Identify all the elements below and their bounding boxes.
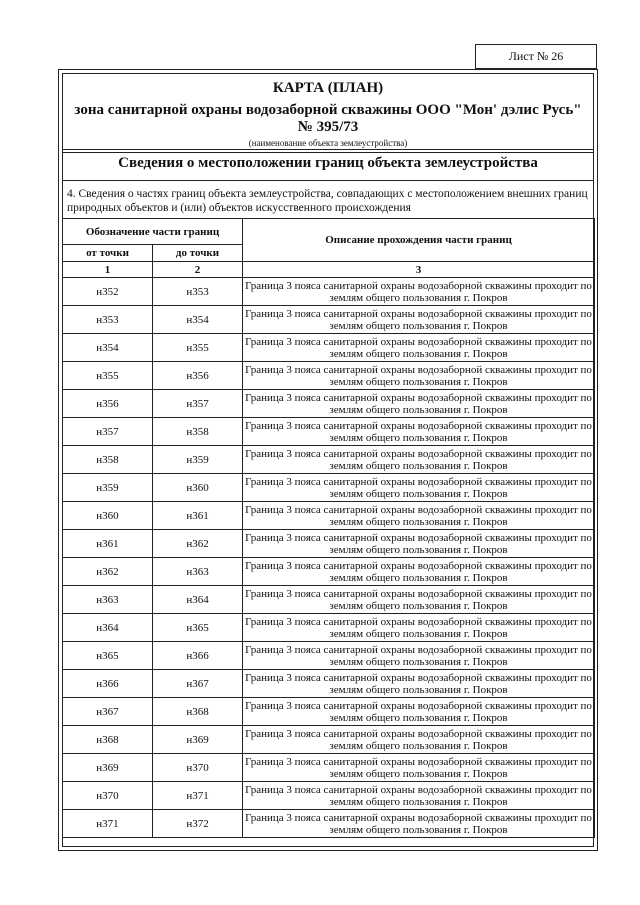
- table-row: [63, 306, 595, 334]
- point-from: н360: [63, 502, 153, 530]
- boundary-description: Граница 3 пояса санитарной охраны водозаборной скважины проходит по землям общего пользования г. Покров: [243, 698, 595, 726]
- point-to: н366: [153, 642, 243, 670]
- boundary-description: Граница 3 пояса санитарной охраны водозаборной скважины проходит по землям общего пользования г. Покров: [243, 334, 595, 362]
- table-row: [63, 698, 595, 726]
- point-from: н359: [63, 474, 153, 502]
- table-row: [63, 558, 595, 586]
- table-row: [63, 530, 595, 558]
- header-from: от точки: [63, 245, 153, 262]
- column-number: 3: [243, 262, 595, 278]
- point-from: н352: [63, 278, 153, 306]
- boundary-description: Граница 3 пояса санитарной охраны водозаборной скважины проходит по землям общего пользования г. Покров: [243, 502, 595, 530]
- point-from: н357: [63, 418, 153, 446]
- table-row: [63, 446, 595, 474]
- point-from: н353: [63, 306, 153, 334]
- table-row: [63, 390, 595, 418]
- point-to: н364: [153, 586, 243, 614]
- point-to: н368: [153, 698, 243, 726]
- boundary-description: Граница 3 пояса санитарной охраны водозаборной скважины проходит по землям общего пользования г. Покров: [243, 586, 595, 614]
- boundary-description: Граница 3 пояса санитарной охраны водозаборной скважины проходит по землям общего пользования г. Покров: [243, 670, 595, 698]
- point-to: н355: [153, 334, 243, 362]
- point-from: н354: [63, 334, 153, 362]
- point-to: н365: [153, 614, 243, 642]
- boundary-description: Граница 3 пояса санитарной охраны водозаборной скважины проходит по землям общего пользования г. Покров: [243, 810, 595, 838]
- document-inner-frame: [62, 73, 594, 847]
- boundary-description: Граница 3 пояса санитарной охраны водозаборной скважины проходит по землям общего пользования г. Покров: [243, 306, 595, 334]
- point-to: н359: [153, 446, 243, 474]
- point-to: н357: [153, 390, 243, 418]
- table-row: [63, 810, 595, 838]
- boundary-table: [62, 218, 595, 838]
- object-name: зона санитарной охраны водозаборной скважины ООО "Мон' дэлис Русь" № 395/73: [74, 102, 582, 135]
- divider: [63, 149, 593, 150]
- point-to: н363: [153, 558, 243, 586]
- point-to: н369: [153, 726, 243, 754]
- section-note: 4. Сведения о частях границ объекта землеустройства, совпадающих с местоположением внешних границ природных объектов и (или) объектов искусственного происхождения: [67, 188, 588, 214]
- boundary-description: Граница 3 пояса санитарной охраны водозаборной скважины проходит по землям общего пользования г. Покров: [243, 390, 595, 418]
- header-group: Обозначение части границ: [63, 219, 243, 245]
- boundary-description: Граница 3 пояса санитарной охраны водозаборной скважины проходит по землям общего пользования г. Покров: [243, 754, 595, 782]
- point-from: н362: [63, 558, 153, 586]
- point-from: н369: [63, 754, 153, 782]
- table-row: [63, 334, 595, 362]
- boundary-description: Граница 3 пояса санитарной охраны водозаборной скважины проходит по землям общего пользования г. Покров: [243, 418, 595, 446]
- point-from: н356: [63, 390, 153, 418]
- table-row: [63, 670, 595, 698]
- point-to: н370: [153, 754, 243, 782]
- divider: [63, 152, 593, 153]
- point-from: н368: [63, 726, 153, 754]
- point-from: н366: [63, 670, 153, 698]
- boundary-description: Граница 3 пояса санитарной охраны водозаборной скважины проходит по землям общего пользования г. Покров: [243, 614, 595, 642]
- boundary-description: Граница 3 пояса санитарной охраны водозаборной скважины проходит по землям общего пользования г. Покров: [243, 474, 595, 502]
- point-to: н358: [153, 418, 243, 446]
- point-to: н372: [153, 810, 243, 838]
- document-title: КАРТА (ПЛАН): [272, 80, 384, 96]
- boundary-description: Граница 3 пояса санитарной охраны водозаборной скважины проходит по землям общего пользования г. Покров: [243, 642, 595, 670]
- table-row: [63, 586, 595, 614]
- object-caption: (наименование объекта землеустройства): [248, 138, 408, 148]
- table-row: [63, 614, 595, 642]
- column-number: 1: [63, 262, 153, 278]
- table-row: [63, 642, 595, 670]
- table-row: [63, 278, 595, 306]
- section-title: Сведения о местоположении границ объекта землеустройства: [118, 155, 538, 171]
- point-from: н355: [63, 362, 153, 390]
- table-row: [63, 726, 595, 754]
- column-number: 2: [153, 262, 243, 278]
- divider: [63, 180, 593, 181]
- point-from: н358: [63, 446, 153, 474]
- point-to: н360: [153, 474, 243, 502]
- boundary-description: Граница 3 пояса санитарной охраны водозаборной скважины проходит по землям общего пользования г. Покров: [243, 362, 595, 390]
- table-row: [63, 754, 595, 782]
- boundary-description: Граница 3 пояса санитарной охраны водозаборной скважины проходит по землям общего пользования г. Покров: [243, 530, 595, 558]
- table-row: [63, 474, 595, 502]
- point-to: н367: [153, 670, 243, 698]
- point-from: н365: [63, 642, 153, 670]
- point-from: н370: [63, 782, 153, 810]
- point-from: н367: [63, 698, 153, 726]
- point-from: н363: [63, 586, 153, 614]
- header-to: до точки: [153, 245, 243, 262]
- table-row: [63, 502, 595, 530]
- boundary-description: Граница 3 пояса санитарной охраны водозаборной скважины проходит по землям общего пользования г. Покров: [243, 446, 595, 474]
- point-to: н353: [153, 278, 243, 306]
- boundary-description: Граница 3 пояса санитарной охраны водозаборной скважины проходит по землям общего пользования г. Покров: [243, 558, 595, 586]
- table-row: [63, 362, 595, 390]
- sheet-number: Лист № 26: [475, 44, 597, 69]
- point-from: н371: [63, 810, 153, 838]
- point-to: н356: [153, 362, 243, 390]
- point-from: н361: [63, 530, 153, 558]
- boundary-description: Граница 3 пояса санитарной охраны водозаборной скважины проходит по землям общего пользования г. Покров: [243, 782, 595, 810]
- point-to: н361: [153, 502, 243, 530]
- table-row: [63, 418, 595, 446]
- boundary-description: Граница 3 пояса санитарной охраны водозаборной скважины проходит по землям общего пользования г. Покров: [243, 726, 595, 754]
- point-to: н362: [153, 530, 243, 558]
- table-row: [63, 782, 595, 810]
- header-description: Описание прохождения части границ: [243, 219, 595, 262]
- point-to: н354: [153, 306, 243, 334]
- boundary-description: Граница 3 пояса санитарной охраны водозаборной скважины проходит по землям общего пользования г. Покров: [243, 278, 595, 306]
- point-to: н371: [153, 782, 243, 810]
- point-from: н364: [63, 614, 153, 642]
